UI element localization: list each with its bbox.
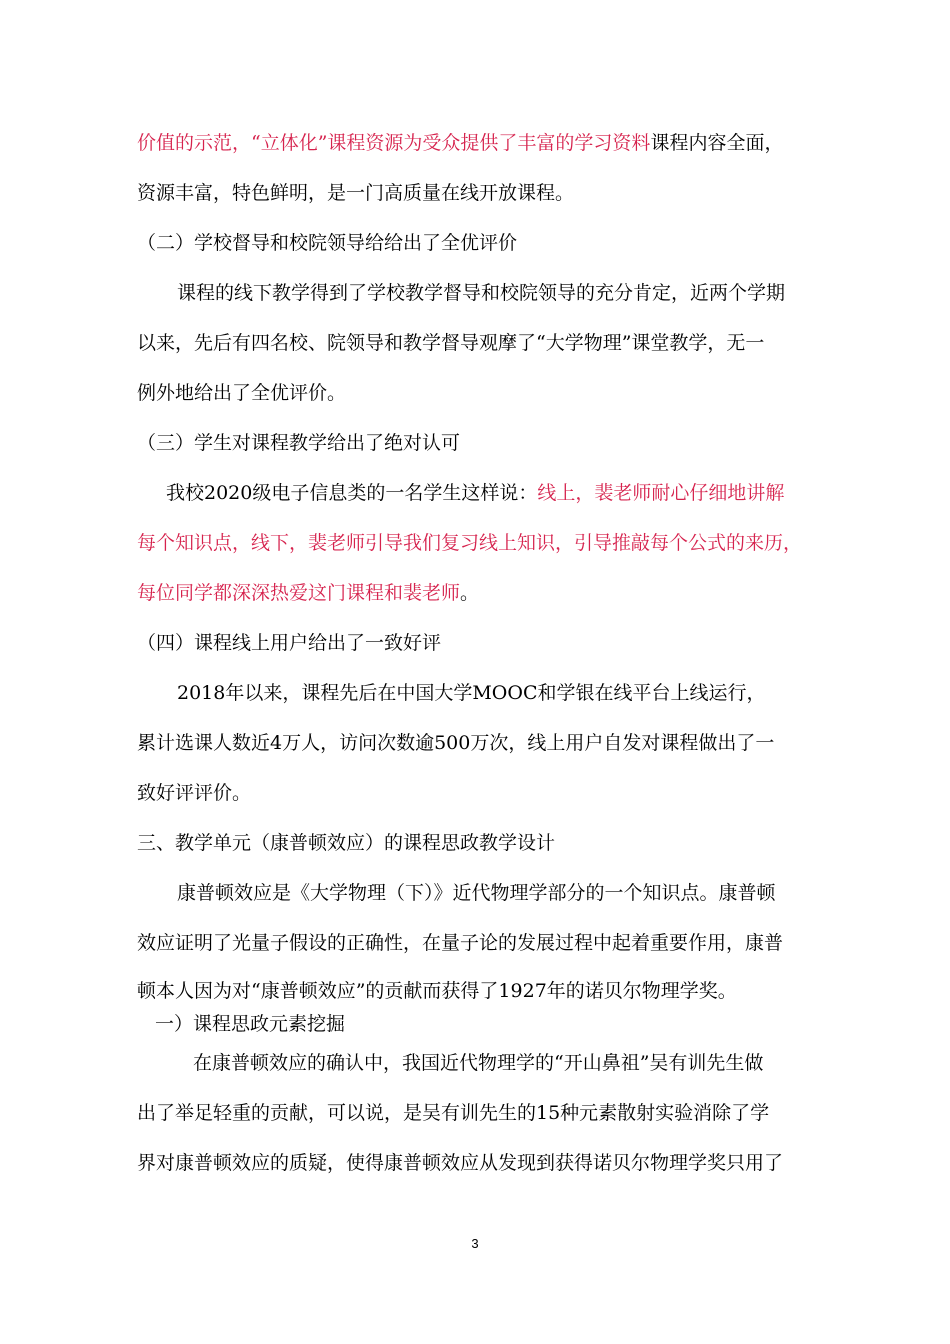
paragraph-line: 在康普顿效应的确认中，我国近代物理学的“开山鼻祖”吴有训先生做	[193, 1052, 764, 1074]
highlighted-text: 价值的示范，“立体化”课程资源为受众提供了丰富的学习资料	[137, 132, 651, 154]
paragraph-line: 致好评评价。	[137, 782, 252, 804]
section-heading: （三）学生对课程教学给出了绝对认可	[137, 432, 461, 454]
highlighted-text: 线上，裴老师耐心仔细地讲解	[537, 482, 785, 504]
section-heading: 三、教学单元（康普顿效应）的课程思政教学设计	[137, 832, 556, 854]
text-run: 课程内容全面，	[650, 132, 784, 154]
paragraph-line: 例外地给出了全优评价。	[137, 382, 347, 404]
paragraph-line: 效应证明了光量子假设的正确性，在量子论的发展过程中起着重要作用，康普	[137, 932, 784, 954]
paragraph-line	[166, 481, 784, 505]
section-heading: （二）学校督导和校院领导给给出了全优评价	[137, 232, 518, 254]
paragraph-line: 以来，先后有四名校、院领导和教学督导观摩了“大学物理”课堂教学，无一	[137, 332, 765, 354]
section-heading: （四）课程线上用户给出了一致好评	[137, 632, 442, 654]
paragraph-line: 出了举足轻重的贡献，可以说，是吴有训先生的15种元素散射实验消除了学	[137, 1102, 770, 1124]
paragraph-line	[137, 581, 479, 605]
text-run: 。	[460, 582, 480, 604]
paragraph-line: 界对康普顿效应的质疑，使得康普顿效应从发现到获得诺贝尔物理学奖只用了	[137, 1152, 784, 1174]
paragraph-line: 资源丰富，特色鲜明，是一门高质量在线开放课程。	[137, 182, 575, 204]
paragraph-line: 课程的线下教学得到了学校教学督导和校院领导的充分肯定，近两个学期	[177, 282, 786, 304]
paragraph-line: 2018年以来，课程先后在中国大学MOOC和学银在线平台上线运行，	[177, 682, 766, 704]
paragraph-line: 顿本人因为对“康普顿效应”的贡献而获得了1927年的诺贝尔物理学奖。	[137, 980, 737, 1002]
highlighted-line: 每个知识点，线下，裴老师引导我们复习线上知识，引导推敲每个公式的来历，	[137, 532, 803, 554]
paragraph-line: 累计选课人数近4万人，访问次数逾500万次，线上用户自发对课程做出了一	[137, 732, 775, 754]
text-run: 我校2020级电子信息类的一名学生这样说：	[166, 482, 538, 504]
section-heading: 一）课程思政元素挖掘	[155, 1013, 346, 1035]
paragraph-line	[137, 131, 783, 155]
highlighted-text: 每位同学都深深热爱这门课程和裴老师	[137, 582, 461, 604]
page-number: 3	[471, 1236, 479, 1251]
paragraph-line: 康普顿效应是《大学物理（下）》近代物理学部分的一个知识点。康普顿	[177, 882, 776, 904]
